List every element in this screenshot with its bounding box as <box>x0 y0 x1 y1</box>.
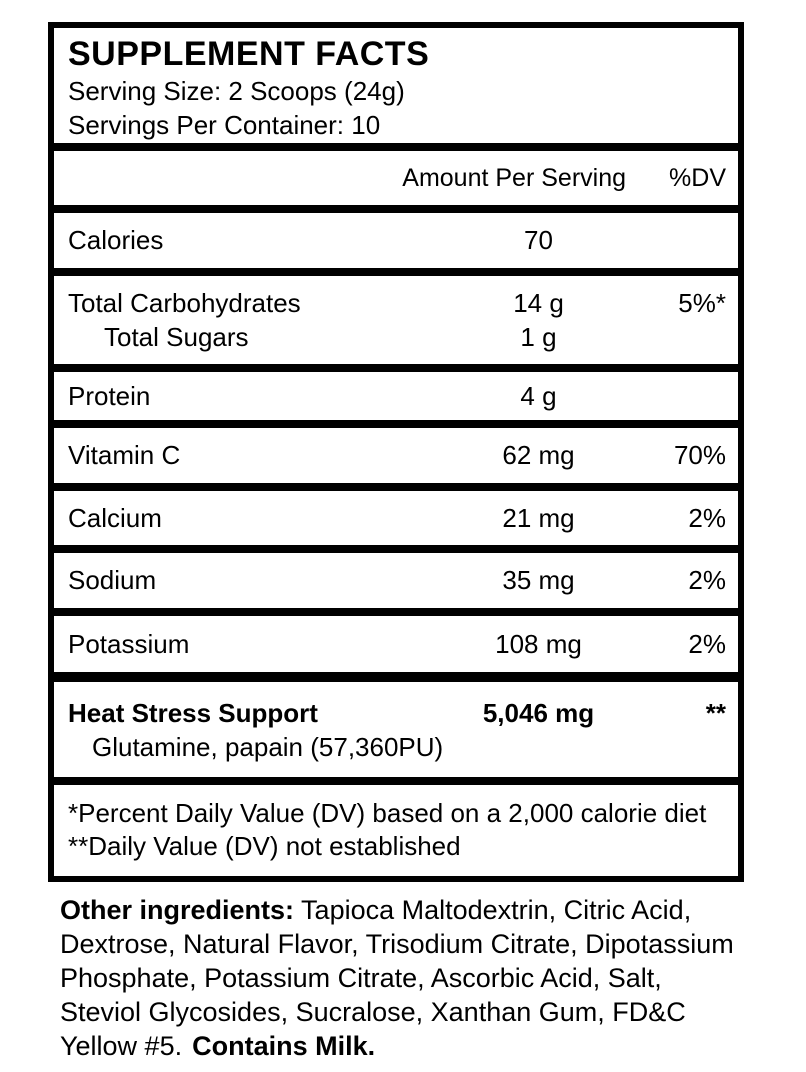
heat-stress-main-line <box>68 696 726 730</box>
serving-size-line: Serving Size: 2 Scoops (24g) <box>68 76 405 106</box>
table-row-sodium <box>54 553 738 608</box>
row-label: Heat Stress Support <box>68 697 318 728</box>
amount-per-serving-header: Amount Per Serving <box>402 163 626 192</box>
row-label: Protein <box>68 380 151 411</box>
divider <box>54 268 738 276</box>
row-amount: 14 g <box>513 288 564 318</box>
other-ingredients-text: Tapioca Maltodextrin, Citric Acid, <box>301 895 692 925</box>
row-dv: 70% <box>673 440 726 470</box>
table-row-protein <box>54 372 738 420</box>
row-amount: 21 mg <box>502 502 575 533</box>
row-amount: 5,046 mg <box>482 697 595 728</box>
sub-row-amount: 1 g <box>520 322 557 352</box>
column-header-row <box>54 151 738 205</box>
divider <box>54 420 738 428</box>
row-amount: 35 mg <box>502 565 575 595</box>
dv-header: %DV <box>669 163 726 192</box>
row-amount: 108 mg <box>495 628 582 659</box>
servings-per-container-line: Servings Per Container: 10 <box>68 110 381 140</box>
other-ingredients-line: Phosphate, Potassium Citrate, Ascorbic Acid, Salt, <box>60 963 662 993</box>
panel-title: SUPPLEMENT FACTS <box>68 35 430 73</box>
divider <box>54 205 738 213</box>
other-ingredients-line: Dextrose, Natural Flavor, Trisodium Citrate, Dipotassium <box>60 929 734 959</box>
other-ingredients-line: Steviol Glycosides, Sucralose, Xanthan Gum, FD&C <box>60 997 686 1027</box>
table-row-calcium <box>54 491 738 545</box>
row-amount: 70 <box>524 225 553 255</box>
other-ingredients-text: Yellow #5. <box>60 1031 183 1061</box>
total-sugars-sub-line <box>68 320 726 354</box>
carbohydrates-main-line <box>68 286 726 320</box>
row-dv: 2% <box>688 565 726 595</box>
sub-row-label: Total Sugars <box>104 322 249 352</box>
sub-row-text: Glutamine, papain (57,360PU) <box>92 731 444 762</box>
table-row-potassium <box>54 616 738 672</box>
divider <box>54 777 738 785</box>
row-label: Calories <box>68 225 164 255</box>
divider <box>54 545 738 553</box>
header-section <box>54 28 738 143</box>
table-row-calories <box>54 213 738 268</box>
row-label: Vitamin C <box>68 440 181 470</box>
row-label: Sodium <box>68 565 157 595</box>
divider <box>54 608 738 616</box>
footnote-daily-value: *Percent Daily Value (DV) based on a 2,000 calorie diet <box>68 798 707 828</box>
other-ingredients-line <box>60 893 770 927</box>
footnote-section <box>54 785 738 874</box>
row-dv: 2% <box>688 502 726 533</box>
divider <box>54 364 738 372</box>
table-row-heat-stress-support <box>54 682 738 777</box>
heat-stress-ingredients-line <box>68 730 726 764</box>
other-ingredients-paragraph <box>60 893 770 1063</box>
row-dv: ** <box>705 697 726 728</box>
row-label: Potassium <box>68 628 190 659</box>
row-amount: 4 g <box>520 380 557 411</box>
allergen-statement: Contains Milk. <box>192 1031 376 1061</box>
footnote-not-established: **Daily Value (DV) not established <box>68 831 461 861</box>
divider <box>54 483 738 491</box>
row-amount: 62 mg <box>502 440 575 470</box>
row-label: Total Carbohydrates <box>68 288 301 318</box>
row-dv: 5%* <box>678 288 726 318</box>
other-ingredients-line <box>60 1029 770 1063</box>
table-row-vitamin-c <box>54 428 738 483</box>
divider <box>54 143 738 151</box>
row-dv: 2% <box>688 628 726 659</box>
supplement-facts-panel <box>48 22 744 882</box>
row-label: Calcium <box>68 502 162 533</box>
divider <box>54 672 738 682</box>
other-ingredients-heading: Other ingredients: <box>60 895 295 925</box>
table-row-carbohydrates <box>54 276 738 364</box>
